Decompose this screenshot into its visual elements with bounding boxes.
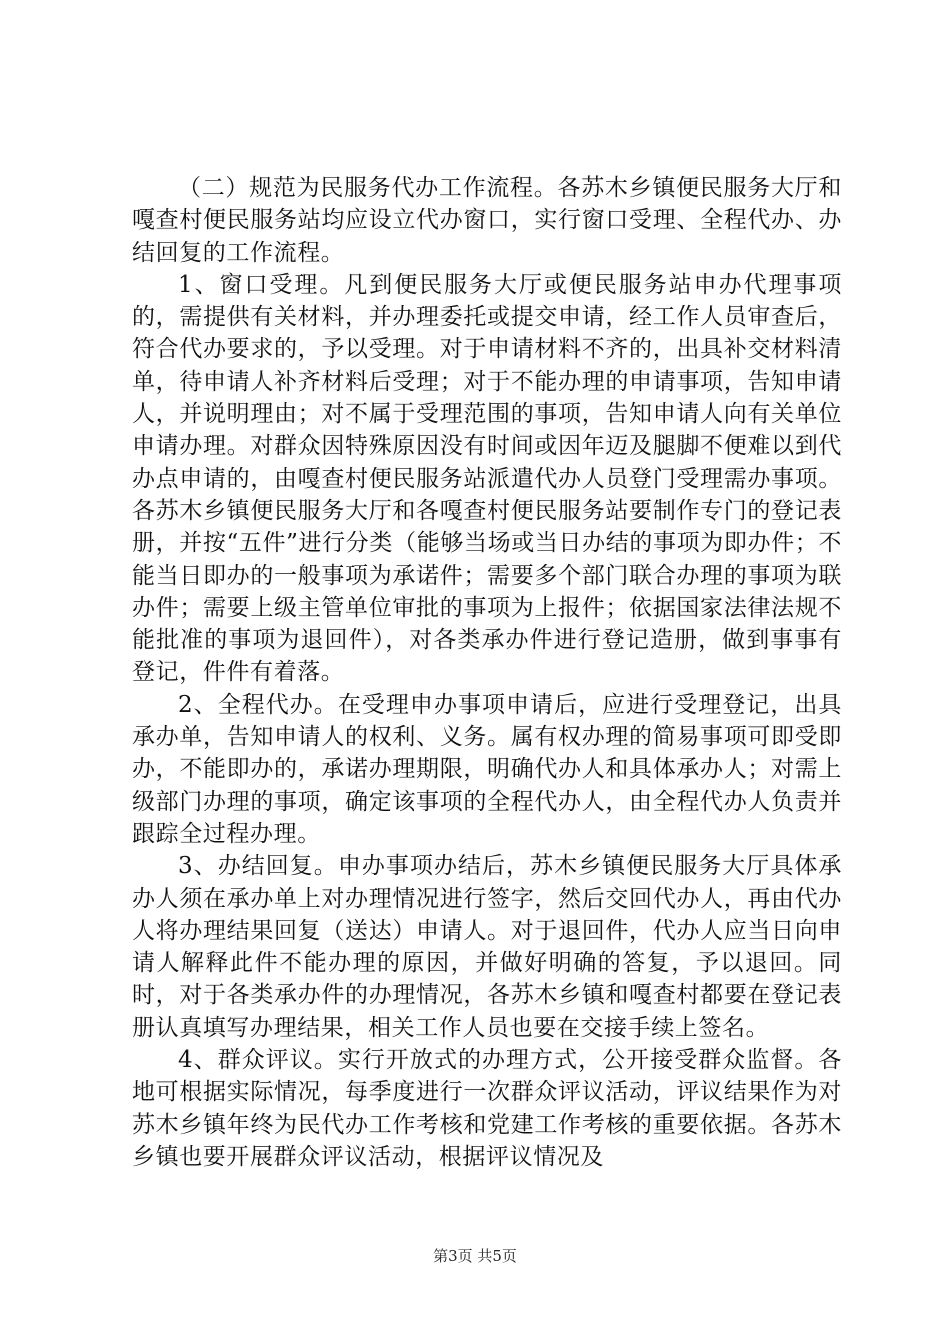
paragraph-completion-reply: 3、办结回复。申办事项办结后，苏木乡镇便民服务大厅具体承办人须在承办单上对办理情况进行签字，然后交回代办人，再由代办人将办理结果回复（送达）申请人。对于退回件，代办人应当日向申请人解释此件不能办理的原因，并做好明确的答复，予以退回。同时，对于各类承办件的办理情况，各苏木乡镇和嘎查村都要在登记表册认真填写办理结果，相关工作人员也要在交接手续上签名。: [132, 853, 842, 1041]
paragraph-section-2: （二）规范为民服务代办工作流程。各苏木乡镇便民服务大厅和嘎查村便民服务站均应设立代办窗口，实行窗口受理、全程代办、办结回复的工作流程。: [132, 175, 842, 266]
document-body: [132, 172, 842, 1173]
paragraph-public-evaluation: 4、群众评议。实行开放式的办理方式，公开接受群众监督。各地可根据实际情况，每季度进行一次群众评议活动，评议结果作为对苏木乡镇年终为民代办工作考核和党建工作考核的重要依据。各苏木乡镇也要开展群众评议活动，根据评议情况及: [132, 1047, 842, 1170]
page-footer: 第3页 共5页: [433, 1247, 517, 1265]
paragraph-full-agency: 2、全程代办。在受理申办事项申请后，应进行受理登记，出具承办单，告知申请人的权利、义务。属有权办理的简易事项可即受即办，不能即办的，承诺办理期限，明确代办人和具体承办人；对需上级部门办理的事项，确定该事项的全程代办人，由全程代办人负责并跟踪全过程办理。: [132, 691, 842, 847]
paragraph-window-acceptance: 1、窗口受理。凡到便民服务大厅或便民服务站申办代理事项的，需提供有关材料，并办理委托或提交申请，经工作人员审查后，符合代办要求的，予以受理。对于申请材料不齐的，出具补交材料清单，待申请人补齐材料后受理；对于不能办理的申请事项，告知申请人，并说明理由；对不属于受理范围的事项，告知申请人向有关单位申请办理。对群众因特殊原因没有时间或因年迈及腿脚不便难以到代办点申请的，由嘎查村便民服务站派遣代办人员登门受理需办事项。各苏木乡镇便民服务大厅和各嘎查村便民服务站要制作专门的登记表册，并按“五件”进行分类（能够当场或当日办结的事项为即办件；不能当日即办的一般事项为承诺件；需要多个部门联合办理的事项为联办件；需要上级主管单位审批的事项为上报件；依据国家法律法规不能批准的事项为退回件），对各类承办件进行登记造册，做到事事有登记，件件有着落。: [132, 271, 842, 686]
